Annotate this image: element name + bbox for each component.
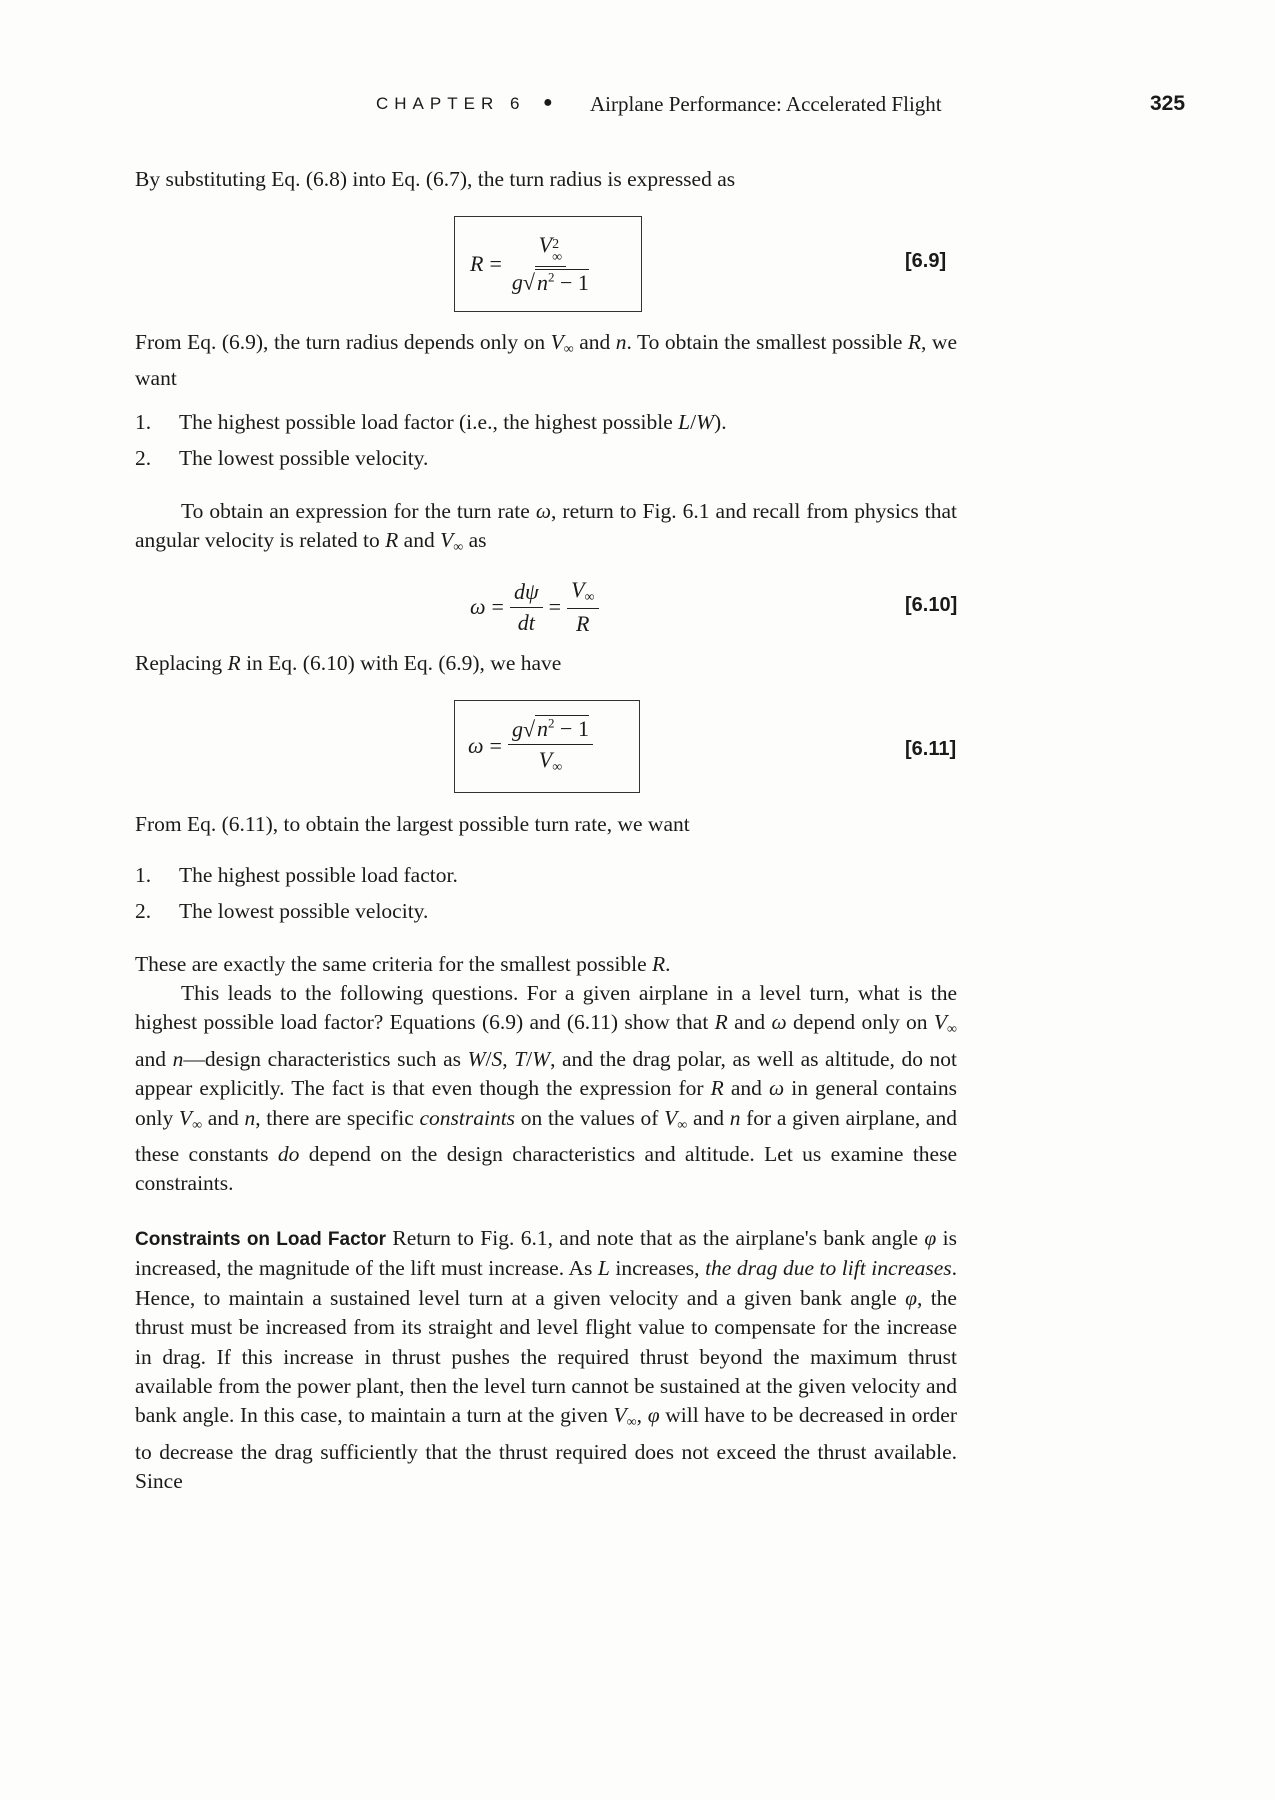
equation-6-9	[470, 224, 593, 304]
text-run: ,	[502, 1046, 515, 1071]
text-run: φ	[924, 1226, 937, 1250]
equation-6-10	[470, 577, 599, 637]
sup: 2	[547, 269, 555, 285]
eq-sign: =	[489, 733, 502, 758]
text-run: V	[440, 528, 454, 553]
sub: ∞	[584, 590, 595, 605]
text-run: do	[277, 1142, 300, 1167]
text-run: ω	[535, 499, 552, 523]
sub: ∞	[552, 250, 563, 266]
text-run: V	[933, 1010, 948, 1035]
text-run: ,	[636, 1403, 648, 1428]
eq-lhs: ω	[470, 594, 486, 619]
paragraph-turn-rate	[135, 497, 957, 563]
section-heading: Constraints on Load Factor	[135, 1229, 386, 1250]
text-run: R	[907, 330, 922, 354]
text-run: By substituting Eq. (6.8) into Eq. (6.7), the turn radius is expressed as	[135, 167, 736, 191]
sub: ∞	[552, 760, 563, 776]
paragraph-questions	[135, 979, 957, 1199]
text-run: as	[463, 528, 487, 553]
text-run: ∞	[453, 540, 464, 556]
text-run: depend only on	[786, 1010, 934, 1035]
text-run: W	[467, 1046, 486, 1071]
text-run: , return to Fig. 6.1 and recall from physics that angular velocity is related to	[135, 499, 957, 553]
num: V	[538, 232, 553, 258]
text-run: This leads to the following questions. For a given airplane in a level turn, what is the highest possible load factor? Equations (6.9) and (6.11) show that	[135, 981, 957, 1035]
text-run: will have to be decreased in order to decrease the drag sufficiently that the thrust required does not exceed the thrust available. Since	[135, 1403, 958, 1494]
text-run: and	[398, 528, 441, 553]
text-run: ∞	[192, 1117, 203, 1133]
text-run: T	[514, 1046, 527, 1071]
den: V	[538, 747, 553, 773]
text-run: —design characteristics such as	[183, 1046, 468, 1071]
text-run: /	[526, 1046, 533, 1071]
text-run: in general contains only	[135, 1076, 958, 1130]
text-run: /	[690, 410, 697, 434]
text-run: R	[714, 1010, 728, 1035]
text-run: These are exactly the same criteria for the smallest possible	[135, 952, 652, 976]
text-run: the drag due to lift increases	[705, 1256, 952, 1281]
page-number: 325	[1150, 92, 1186, 115]
sup: 2	[552, 237, 560, 253]
header-bullet: ●	[543, 94, 553, 111]
list-item	[135, 899, 428, 924]
text-run: depend on the design characteristics and altitude. Let us examine these constraints.	[135, 1142, 957, 1196]
text-run: . To obtain the smallest possible	[626, 330, 908, 354]
text-run: The highest possible load factor (i.e., the highest possible	[179, 410, 679, 434]
text-run: Return to Fig. 6.1, and note that as the airplane's bank angle	[386, 1226, 925, 1250]
text-run: From Eq. (6.11), to obtain the largest possible turn rate, we want	[135, 812, 690, 836]
text-run: ∞	[626, 1415, 637, 1431]
rest: − 1	[554, 716, 589, 742]
text-run: n	[172, 1046, 184, 1071]
text-run: and	[573, 330, 616, 354]
chapter-label: CHAPTER 6	[376, 94, 526, 113]
eq-lhs: ω	[468, 733, 484, 758]
text-run: φ	[905, 1285, 918, 1310]
text-run: ω	[771, 1010, 787, 1035]
text-run: n	[615, 330, 627, 354]
text-run: and	[687, 1105, 730, 1130]
text-run: on the values of	[515, 1105, 665, 1130]
text-run: in Eq. (6.10) with Eq. (6.9), we have	[240, 651, 562, 675]
text-run: ω	[768, 1076, 785, 1101]
text-run: n	[244, 1105, 256, 1130]
text-run: S	[491, 1046, 503, 1071]
text-run: increases,	[609, 1256, 706, 1281]
text-run: , and the drag polar, as well as altitude, do not appear explicitly. The fact is that even though the expression for	[135, 1046, 958, 1101]
text-run: ∞	[563, 342, 574, 357]
text-run: ).	[714, 410, 727, 434]
text-run: To obtain an expression for the turn rate	[181, 499, 536, 523]
text-run: , the thrust must be increased from its straight and level flight value to compensate for the increase in drag. If this increase in thrust pushes the required thrust beyond the maximum thrust available from the power plant, then the level turn cannot be sustained at the given velocity and bank angle. In this case, to maintain a turn at the given	[135, 1285, 957, 1428]
num: dψ	[510, 579, 543, 608]
text-run: constraints	[419, 1105, 516, 1130]
text-run: and	[723, 1076, 769, 1101]
rest: − 1	[554, 269, 589, 295]
text-run: V	[613, 1403, 627, 1428]
rad: n	[537, 716, 549, 742]
list-number: 2.	[135, 446, 152, 470]
den: dt	[517, 609, 535, 635]
list-number: 2.	[135, 899, 152, 923]
text-run: for a given airplane, and these constants	[135, 1105, 957, 1167]
text-run: /	[485, 1046, 492, 1071]
paragraph-largest-rate	[135, 810, 957, 839]
fraction: $\frac{g√n^2 - 1}{V_\infty}$	[508, 716, 593, 776]
text-run: V	[664, 1105, 678, 1130]
chapter-title: Airplane Performance: Accelerated Flight	[590, 92, 942, 116]
list-item	[135, 446, 428, 471]
text-run: ∞	[947, 1022, 957, 1038]
text-run: W	[696, 410, 715, 434]
text-run: V	[178, 1105, 193, 1130]
num: V	[571, 577, 585, 602]
text-run: R	[710, 1076, 724, 1101]
sup: 2	[548, 715, 555, 731]
text-run: R	[385, 528, 399, 553]
text-run: . Hence, to maintain a sustained level turn at a given velocity and a given bank angle	[135, 1256, 958, 1310]
text-run: The lowest possible velocity.	[179, 899, 429, 923]
text-run: The lowest possible velocity.	[179, 446, 429, 470]
eq-lhs: R	[470, 251, 484, 276]
text-run: is increased, the magnitude of the lift must increase. As	[135, 1226, 957, 1281]
fraction	[510, 579, 543, 636]
equation-label-6-10: [6.10]	[905, 594, 958, 616]
text-run: n	[729, 1105, 741, 1130]
rad: n	[536, 269, 548, 295]
fraction	[567, 577, 598, 637]
fraction: V 2 ∞ $g√n^2 - 1$	[511, 232, 589, 295]
text-run: The highest possible load factor.	[179, 863, 458, 887]
text-run: L	[597, 1256, 610, 1281]
text-run: Replacing	[135, 651, 228, 675]
text-run: .	[665, 952, 671, 976]
paragraph-intro	[135, 165, 957, 194]
paragraph-load-factor-body	[135, 1226, 957, 1493]
text-run: R	[652, 952, 666, 976]
text-run: W	[532, 1046, 551, 1071]
eq-sign: =	[491, 594, 504, 619]
den: R	[576, 611, 590, 636]
text-run: , we want	[135, 330, 957, 391]
list-item	[135, 863, 458, 888]
list-number: 1.	[135, 863, 152, 887]
text-run: R	[227, 651, 241, 675]
eq-sign: =	[489, 251, 502, 276]
equation-6-11	[468, 706, 593, 786]
text-run: and	[202, 1105, 245, 1130]
text-run: , there are specific	[255, 1105, 420, 1130]
paragraph-criteria	[135, 950, 957, 979]
text-run: From Eq. (6.9), the turn radius depends only on	[135, 330, 551, 354]
equation-label-6-9: [6.9]	[905, 250, 947, 272]
text-run: φ	[647, 1403, 660, 1428]
list-number: 1.	[135, 410, 152, 434]
equation-label-6-11: [6.11]	[905, 738, 957, 760]
text-run: and	[727, 1010, 772, 1035]
paragraph-replacing	[135, 649, 957, 678]
text-run: L	[678, 410, 691, 434]
list-item	[135, 410, 727, 435]
text-run: V	[550, 330, 564, 354]
den-g: g	[511, 269, 523, 295]
num-g: g	[511, 716, 523, 742]
paragraph-radius	[135, 328, 957, 394]
text-run: and	[135, 1046, 173, 1071]
eq-sign: =	[548, 594, 562, 619]
text-run: ∞	[677, 1117, 688, 1133]
paragraph-load-factor	[135, 1224, 957, 1497]
